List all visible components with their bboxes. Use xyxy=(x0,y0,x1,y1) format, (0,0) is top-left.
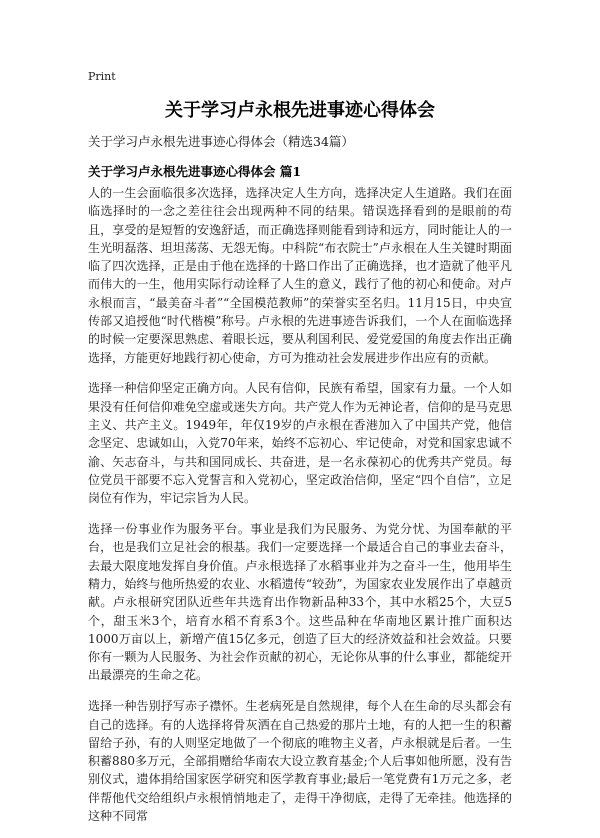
paragraph-1: 人的一生会面临很多次选择，选择决定人生方向，选择决定人生道路。我们在面临选择时的一念之差往往会出现两种不同的结果。错误选择看到的是眼前的苟且，享受的是短暂的安逸舒适，而正确选择则能看到诗和远方，同时能让人的一生光明磊落、坦坦荡荡、无怨无悔。中科院“布衣院士”卢永根在人生关键时期面临了四次选择，正是由于他在选择的十路口作出了正确选择，也才造就了他平凡而伟大的一生，他用实际行动诠释了人生的意义，践行了他的初心和使命。对卢永根而言，“最美奋斗者”“全国模范教师”的荣誉实至名归。11月15日，中央宣传部又追授他“时代楷模”称号。卢永根的先进事迹告诉我们，一个人在面临选择的时候一定要深思熟虑、着眼长远，要从利国利民、爱党爱国的角度去作出正确选择，方能更好地践行初心使命，方可为推动社会发展进步作出应有的贡献。 xyxy=(88,186,512,365)
document-title: 关于学习卢永根先进事迹心得体会 xyxy=(165,100,435,121)
paragraph-2: 选择一种信仰坚定正确方向。人民有信仰，民族有希望，国家有力量。一个人如果没有任何信仰难免空虚或迷失方向。共产党人作为无神论者，信仰的是马克思主义、共产主义。1949年，年仅19岁的卢永根在香港加入了中国共产党，他信念坚定、忠诚如山，入党70年来，始终不忘初心、牢记使命，对党和国家忠诚不渝、矢志奋斗，与共和国同成长、共奋进，是一名永葆初心的优秀共产党员。每位党员干部要不忘入党誓言和入党初心，坚定政治信仰，坚定“四个自信”，立足岗位有作为，牢记宗旨为人民。 xyxy=(88,381,512,506)
document-body xyxy=(88,184,512,838)
print-label: Print xyxy=(88,70,116,83)
paragraph-4: 选择一种告别抒写赤子襟怀。生老病死是自然规律，每个人在生命的尽头都会有自己的选择。有的人选择将骨灰洒在自己热爱的那片土地，有的人把一生的积蓄留给子孙，有的人则坚定地做了一个彻底的唯物主义者，卢永根就是后者。一生积蓄880多万元，全部捐赠给华南农大设立教育基金;个人后事如他所愿，没有告别仪式，遗体捐给国家医学研究和医学教育事业;最后一笔党费有1万元之多，老伴帮他代交给组织卢永根悄悄地走了，走得干净彻底，走得了无牵挂。他选择的这种不同常 xyxy=(88,699,512,823)
paragraph-3: 选择一份事业作为服务平台。事业是我们为民服务、为党分忧、为国奉献的平台，也是我们立足社会的根基。我们一定要选择一个最适合自己的事业去奋斗，去最大限度地发挥自身价值。卢永根选择了水稻事业并为之奋斗一生，他用毕生精力，始终与他所热爱的农业、水稻遗传“较劲”，为国家农业发展作出了卓越贡献。卢永根研究团队近些年共选育出作物新品种33个，其中水稻25个，大豆5个，甜玉米3个，培育水稻不育系3个。这些品种在华南地区累计推广面积达1000万亩以上，新增产值15亿多元，创造了巨大的经济效益和社会效益。只要你有一颗为人民服务、为社会作贡献的初心，无论你从事的什么事业，都能绽开出最漂亮的生命之花。 xyxy=(88,522,512,683)
document-subtitle: 关于学习卢永根先进事迹心得体会（精选34篇） xyxy=(88,134,354,149)
section-heading: 关于学习卢永根先进事迹心得体会 篇1 xyxy=(88,164,302,179)
